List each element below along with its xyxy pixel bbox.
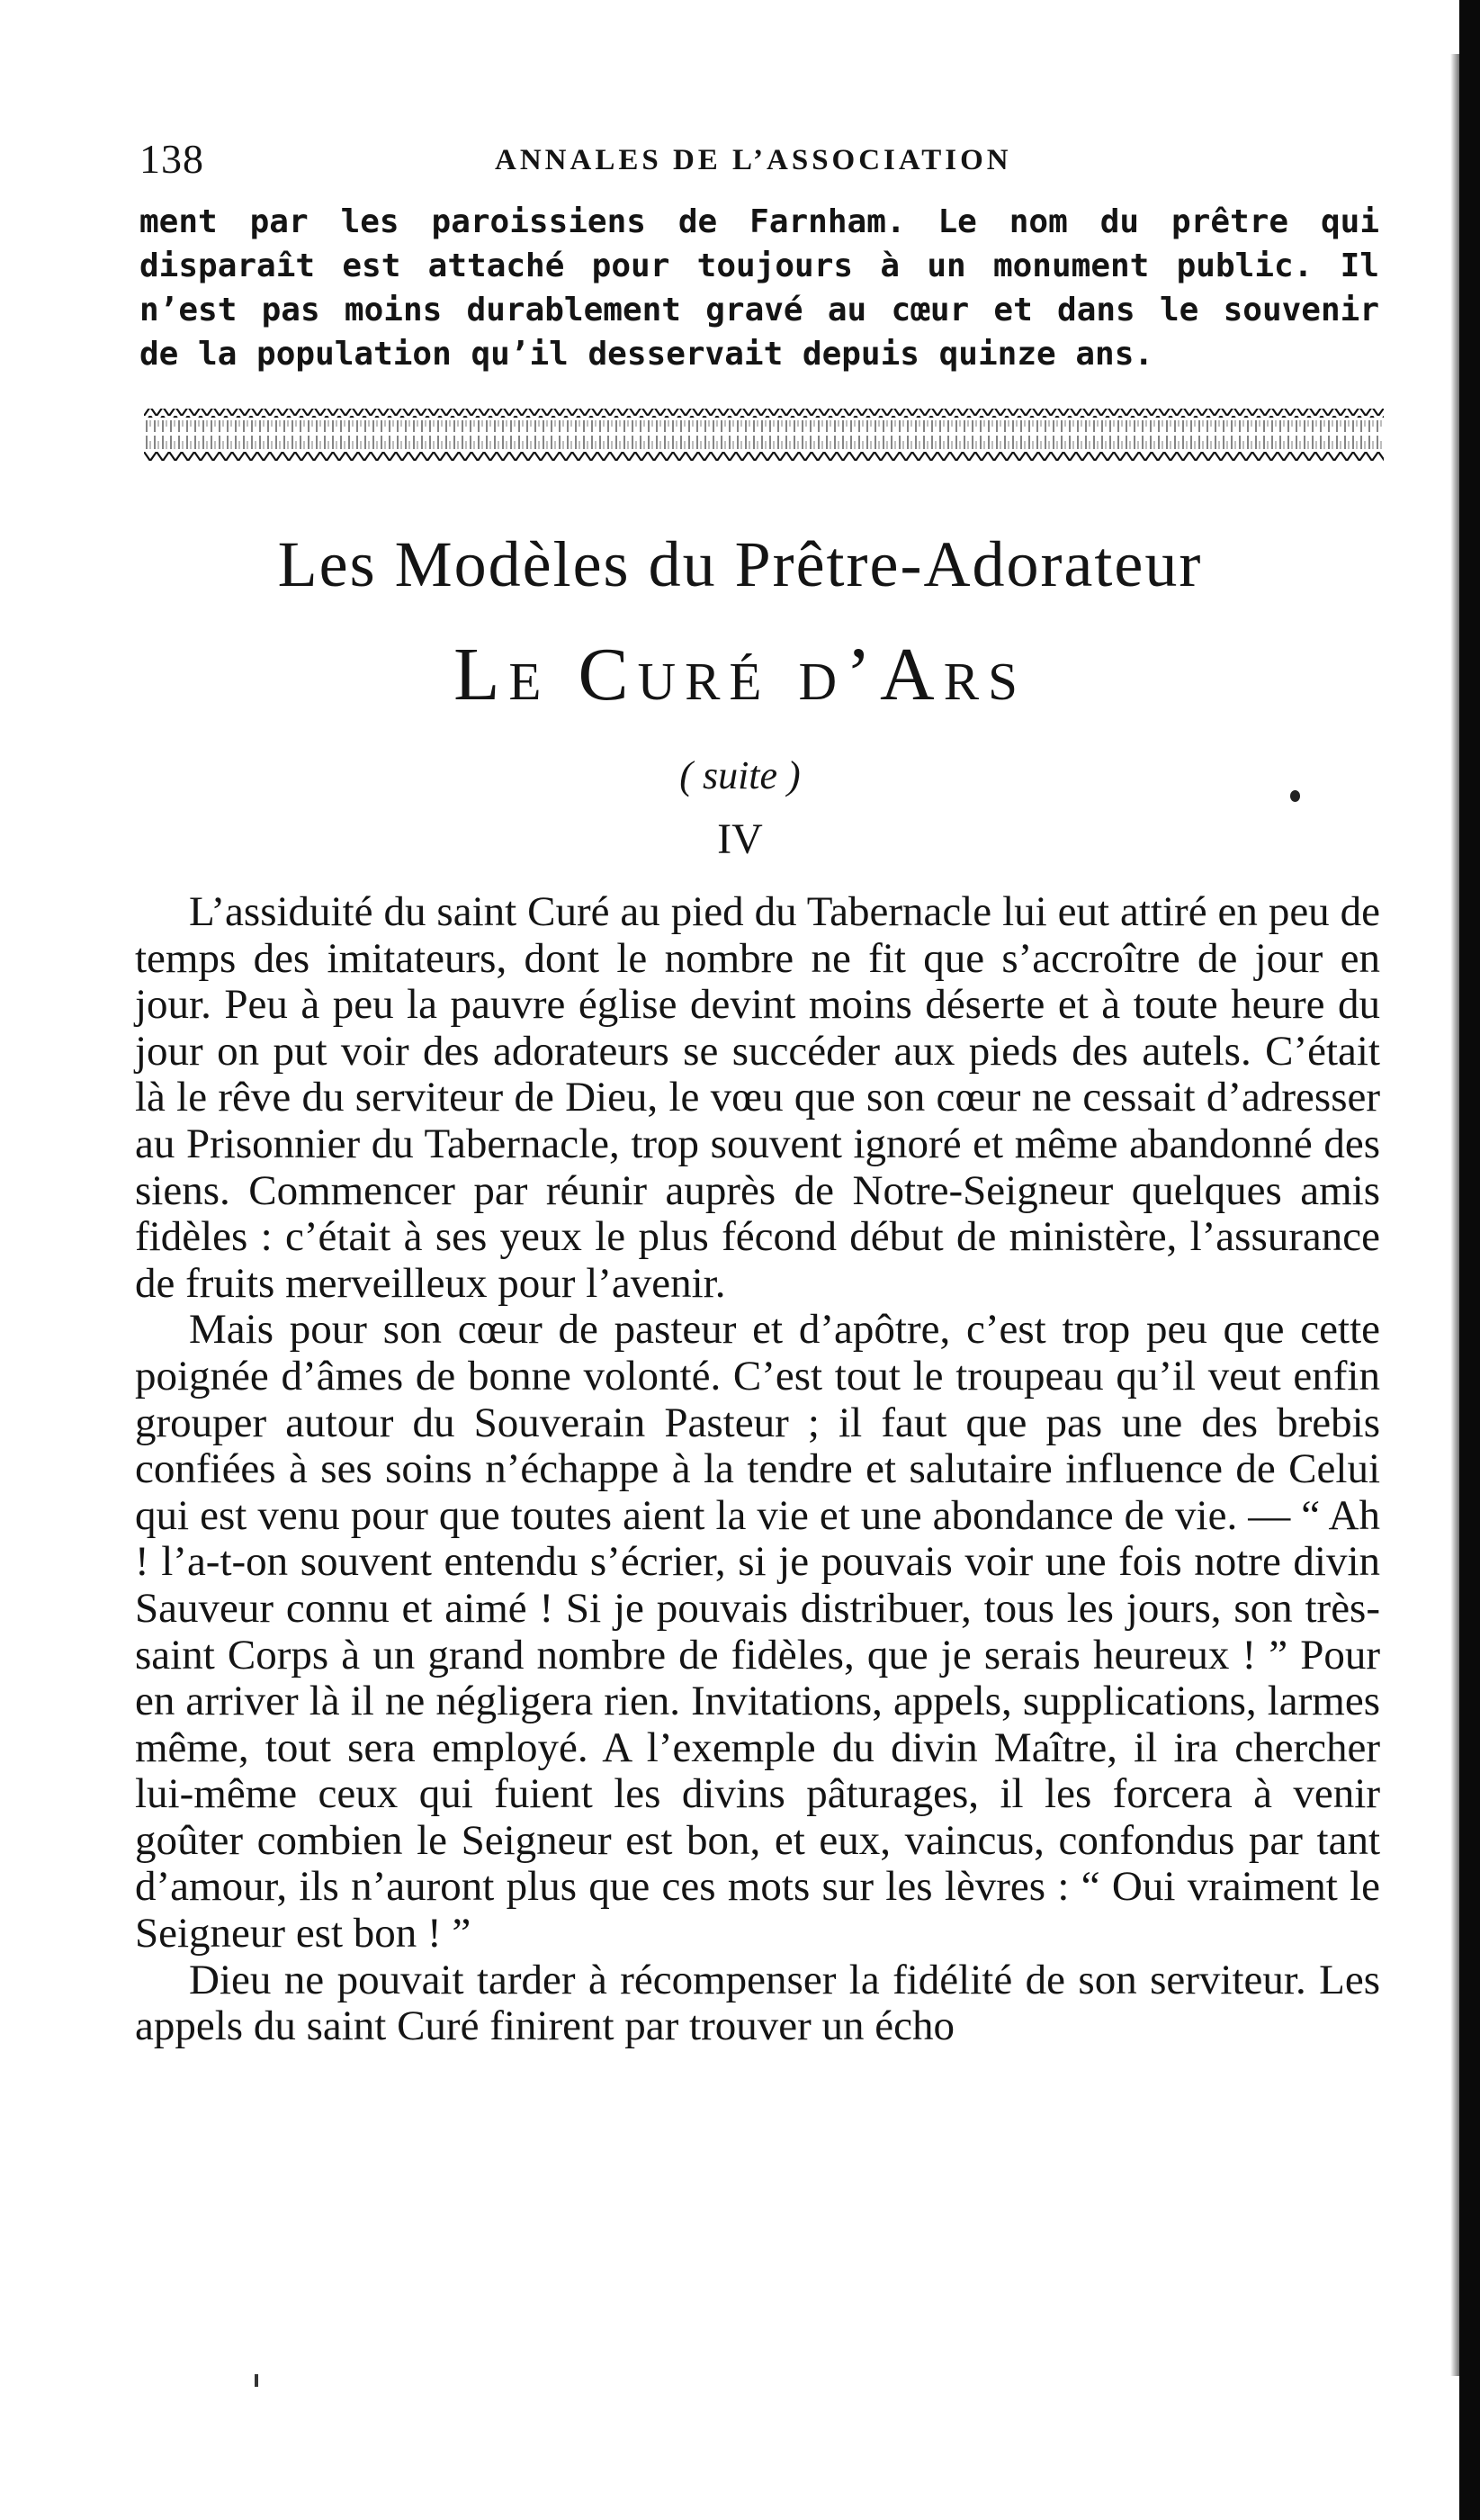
ink-mark xyxy=(255,2374,258,2387)
ink-speck xyxy=(1290,790,1300,802)
page-number: 138 xyxy=(139,136,204,182)
paragraph: Mais pour son cœur de pasteur et d’apôtre, c’est trop peu que cette poignée d’âmes de bonne volonté. C’est tout le troupeau qu’il veut enfin grouper autour du Souverain Pasteur ; il faut que pas une des brebis confiées à ses soins n’échappe à la tendre et salutaire influence de Celui qui est venu pour que toutes aient la vie et une abondance de vie. — “ Ah ! l’a-t-on souvent entendu s’écrier, si je pouvais voir une fois notre divin Sauveur connu et aimé ! Si je pouvais distribuer, tous les jours, son très-saint Corps à un grand nombre de fidèles, que je serais heureux ! ” Pour en arriver là il ne négligera rien. Invitations, appels, supplications, larmes même, tout sera employé. A l’exemple du divin Maître, il ira chercher lui-même ceux qui fuient les divins pâturages, il les forcera à venir goûter combien le Seigneur est bon, et eux, vaincus, confondus par tant d’amour, ils n’auront plus que ces mots sur les lèvres : “ Oui vraiment le Seigneur est bon ! ” xyxy=(135,1306,1380,1958)
article-body xyxy=(135,889,1380,2050)
continuation-note: ( suite ) xyxy=(679,753,801,797)
page-edge-shadow xyxy=(1450,54,1459,2376)
running-title: ANNALES DE L’ASSOCIATION xyxy=(495,144,1012,176)
ornamental-rule xyxy=(144,407,1384,463)
paragraph: Dieu ne pouvait tarder à récompenser la fidélité de son serviteur. Les appels du saint Curé finirent par trouver un écho xyxy=(135,1956,1380,2050)
continued-paragraph: ment par les paroissiens de Farnham. Le nom du prêtre qui disparaît est attaché pour toujours à un monument public. Il n’est pas moins durablement gravé au cœur et dans le souvenir de la population qu’il desservait depuis quinze ans. xyxy=(139,203,1379,373)
section-number: IV xyxy=(717,815,763,863)
article-subheadline: Le Curé d’Ars xyxy=(453,633,1027,716)
article-headline: Les Modèles du Prêtre-Adorateur xyxy=(277,528,1203,600)
page-edge-binding xyxy=(1459,0,1480,2520)
paragraph: L’assiduité du saint Curé au pied du Tabernacle lui eut attiré en peu de temps des imitateurs, dont le nombre ne fit que s’accroître de jour en jour. Peu à peu la pauvre église devint moins déserte et à toute heure du jour on put voir des adorateurs se succéder aux pieds des autels. C’était là le rêve du serviteur de Dieu, le vœu que son cœur ne cessait d’adresser au Prisonnier du Tabernacle, trop souvent ignoré et même abandonné des siens. Commencer par réunir auprès de Notre-Seigneur quelques amis fidèles : c’était à ses yeux le plus fécond début de ministère, l’assurance de fruits merveilleux pour l’avenir. xyxy=(135,888,1380,1307)
running-head xyxy=(139,135,1372,198)
